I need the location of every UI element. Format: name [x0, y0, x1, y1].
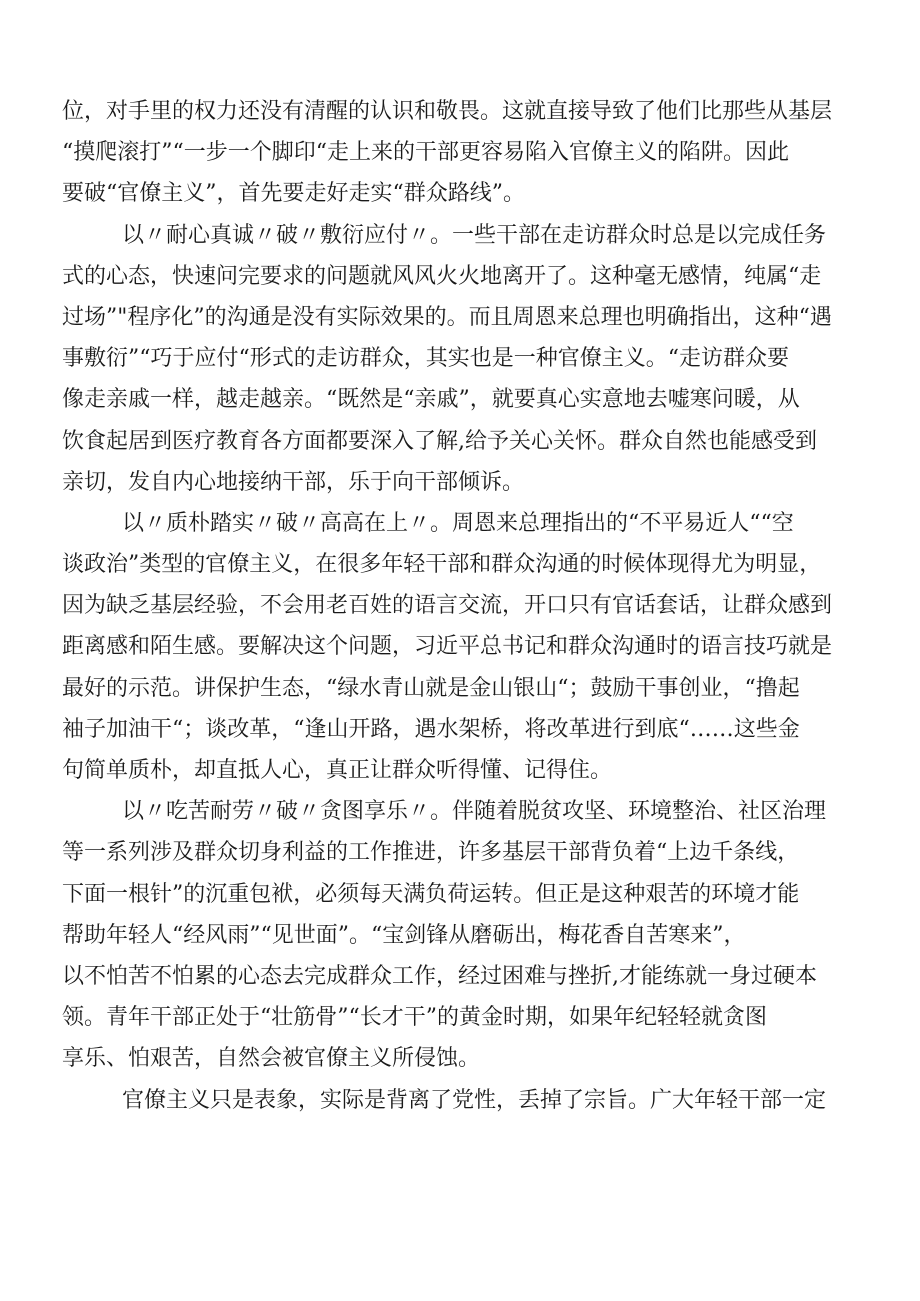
- paragraph-simple-practical: [62, 503, 862, 791]
- text-line: 享乐、怕艰苦，自然会被官僚主义所侵蚀。: [62, 1046, 481, 1072]
- paragraph-patience-sincerity: [62, 215, 862, 503]
- text-line: 因为缺乏基层经验，不会用老百姓的语言交流，开口只有官话套话，让群众感到: [62, 593, 833, 619]
- paragraph-hardworking: [62, 791, 862, 1079]
- text-line: 式的心态，快速问完要求的问题就风风火火地离开了。这种毫无感情，纯属“走: [62, 263, 822, 289]
- paragraph-continuation: [62, 91, 862, 215]
- text-line: 以不怕苦不怕累的心态去完成群众工作，经过困难与挫折,才能练就一身过硬本: [62, 963, 817, 989]
- text-line: 像走亲戚一样，越走越亲。“既然是“亲戚”，就要真心实意地去嘘寒问暖，从: [62, 387, 800, 413]
- text-line: 帮助年轻人“经风雨”“见世面”。“宝剑锋从磨砺出，梅花香自苦寒来”，: [62, 922, 746, 948]
- text-line: 过场”"程序化”的沟通是没有实际效果的。而且周恩来总理也明确指出，这种“遇: [62, 304, 832, 330]
- text-line: 亲切，发自内心地接纳干部，乐于向干部倾诉。: [62, 469, 525, 495]
- text-line: 谈政治”类型的官僚主义，在很多年轻干部和群众沟通的时候体现得尤为明显，: [62, 552, 822, 578]
- text-line: 距离感和陌生感。要解决这个问题，习近平总书记和群众沟通时的语言技巧就是: [62, 634, 833, 660]
- text-line: 位，对手里的权力还没有清醒的认识和敬畏。这就直接导致了他们比那些从基层: [62, 99, 833, 124]
- text-line: 下面一根针”的沉重包袱，必须每天满负荷运转。但正是这种艰苦的环境才能: [62, 881, 800, 907]
- text-line: 句简单质朴，却直抵人心，真正让群众听得懂、记得住。: [62, 758, 613, 783]
- paragraph-conclusion: [62, 1080, 862, 1121]
- text-line: 最好的示范。讲保护生态，“绿水青山就是金山银山“；鼓励干事创业，“撸起: [62, 675, 800, 701]
- text-line: 以〃质朴踏实〃破〃高高在上〃。周恩来总理指出的“不平易近人““空: [122, 510, 794, 536]
- text-line: 以〃吃苦耐劳〃破〃贪图享乐〃。伴随着脱贫攻坚、环境整治、社区治理: [122, 799, 827, 825]
- text-line: 领。青年干部正处于“壮筋骨”“长才干”的黄金时期，如果年纪轻轻就贪图: [62, 1005, 767, 1031]
- document-body: [62, 91, 862, 1121]
- text-line: 等一系列涉及群众切身利益的工作推进，许多基层干部背负着“上边千条线，: [62, 840, 800, 866]
- text-line: 要破“官僚主义”，首先要走好走实“群众路线”。: [62, 181, 525, 207]
- text-line: “摸爬滚打”“一步一个脚印“走上来的干部更容易陷入官僚主义的陷阱。因此: [62, 140, 789, 166]
- text-line: 官僚主义只是表象，实际是背离了党性，丢掉了宗旨。广大年轻干部一定: [122, 1087, 827, 1113]
- text-line: 以〃耐心真诚〃破〃敷衍应付〃。一些干部在走访群众时总是以完成任务: [122, 222, 827, 248]
- text-line: 袖子加油干“；谈改革，“逢山开路，遇水架桥，将改革进行到底“……这些金: [62, 716, 800, 742]
- text-line: 事敷衍”“巧于应付“形式的走访群众，其实也是一种官僚主义。“走访群众要: [62, 346, 789, 372]
- text-line: 饮食起居到医疗教育各方面都要深入了解,给予关心关怀。群众自然也能感受到: [62, 428, 817, 454]
